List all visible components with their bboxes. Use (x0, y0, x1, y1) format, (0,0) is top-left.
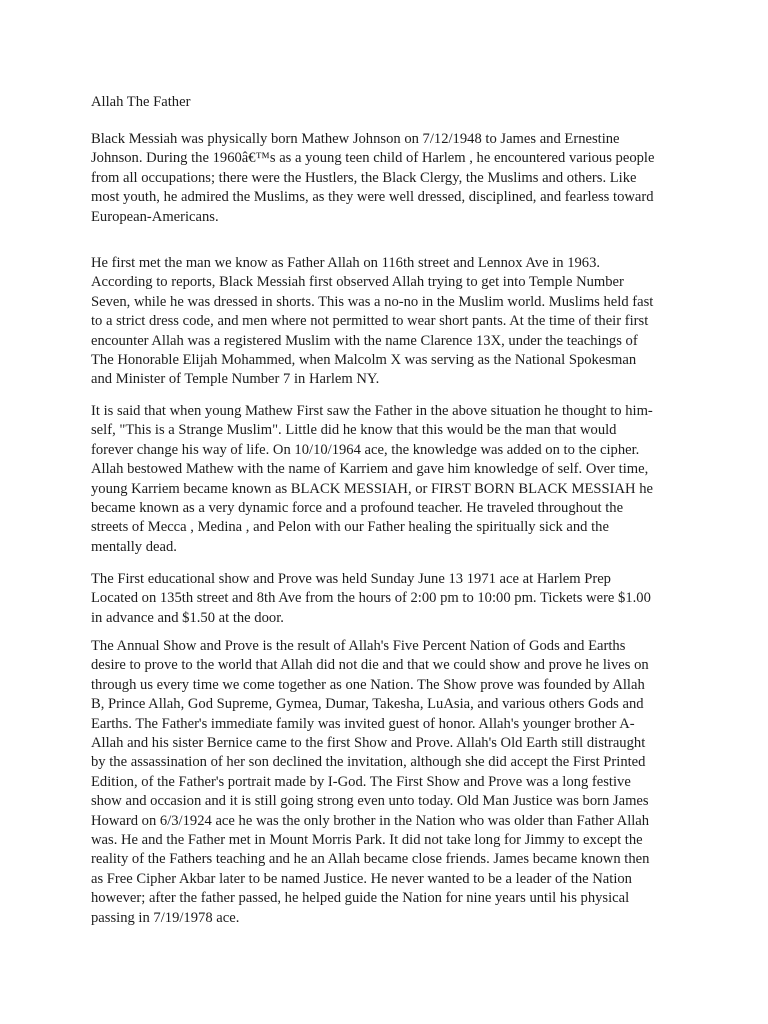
document-title (91, 93, 681, 112)
paragraph-line: however; after the father passed, he helped guide the Nation for nine years until his physical (91, 890, 630, 907)
paragraph-line: young Karriem became known as BLACK MESSIAH, or FIRST BORN BLACK MESSIAH he (91, 480, 653, 497)
paragraph-line: He first met the man we know as Father Allah on 116th street and Lennox Ave in 1963. (91, 255, 601, 271)
paragraph-line: Allah bestowed Mathew with the name of Karriem and gave him knowledge of self. Over time, (91, 461, 649, 478)
paragraph-2 (91, 254, 681, 390)
paragraph-line: through us every time we come together as one Nation. The Show prove was founded by Allah (91, 676, 645, 693)
paragraph-line: and Minister of Temple Number 7 in Harlem NY. (91, 371, 380, 388)
paragraph-line: The Annual Show and Prove is the result of Allah's Five Percent Nation of Gods and Earths (91, 638, 626, 654)
paragraph-line: became known as a very dynamic force and a profound teacher. He traveled throughout the (91, 500, 624, 517)
paragraph-line: most youth, he admired the Muslims, as they were well dressed, disciplined, and fearless toward (91, 189, 654, 206)
paragraph-line: streets of Mecca , Medina , and Pelon with our Father healing the spiritually sick and the (91, 519, 609, 536)
paragraph-4 (91, 570, 681, 628)
paragraph-5 (91, 637, 681, 928)
paragraph-line: by the assassination of her son declined the invitation, although she did accept the First Printed (91, 754, 646, 771)
paragraph-line: B, Prince Allah, God Supreme, Gymea, Dumar, Takesha, LuAsia, and various others Gods and (91, 696, 644, 713)
paragraph-line: The First educational show and Prove was held Sunday June 13 1971 ace at Harlem Prep (91, 571, 611, 587)
paragraph-line: Seven, while he was dressed in shorts. This was a no-no in the Muslim world. Muslims held fast (91, 293, 654, 310)
paragraph-line: mentally dead. (91, 538, 177, 555)
paragraph-line: desire to prove to the world that Allah did not die and that we could show and prove he lives on (91, 657, 649, 674)
paragraph-line: show and occasion and it is still going strong even unto today. Old Man Justice was born James (91, 793, 649, 810)
paragraph-line: Howard on 6/3/1924 ace he was the only brother in the Nation who was older than Father Allah (91, 812, 650, 829)
paragraph-line: encounter Allah was a registered Muslim with the name Clarence 13X, under the teachings of (91, 332, 638, 349)
paragraph-line: Black Messiah was physically born Mathew Johnson on 7/12/1948 to James and Ernestine (91, 131, 620, 147)
paragraph-line: reality of the Fathers teaching and he an Allah became close friends. James became known then (91, 851, 650, 868)
paragraph-3 (91, 402, 681, 557)
paragraph-line: Located on 135th street and 8th Ave from the hours of 2:00 pm to 10:00 pm. Tickets were $1.00 (91, 590, 651, 607)
paragraph-1 (91, 130, 681, 227)
title-text: Allah The Father (91, 94, 191, 110)
paragraph-line: from all occupations; there were the Hustlers, the Black Clergy, the Muslims and others. Like (91, 169, 637, 186)
paragraph-line: Allah and his sister Bernice came to the first Show and Prove. Allah's Old Earth still distraught (91, 735, 646, 752)
paragraph-line: According to reports, Black Messiah first observed Allah trying to get into Temple Number (91, 274, 624, 291)
paragraph-line: The Honorable Elijah Mohammed, when Malcolm X was serving as the National Spokesman (91, 352, 637, 369)
paragraph-line: Earths. The Father's immediate family was invited guest of honor. Allah's younger brother A- (91, 715, 635, 732)
paragraph-line: It is said that when young Mathew First saw the Father in the above situation he thought to him- (91, 403, 653, 419)
paragraph-line: in advance and $1.50 at the door. (91, 609, 284, 626)
paragraph-line: forever change his way of life. On 10/10/1964 ace, the knowledge was added on to the cipher. (91, 441, 640, 458)
paragraph-line: as Free Cipher Akbar later to be named Justice. He never wanted to be a leader of the Nation (91, 870, 632, 887)
paragraph-line: was. He and the Father met in Mount Morris Park. It did not take long for Jimmy to except the (91, 832, 643, 849)
paragraph-line: passing in 7/19/1978 ace. (91, 909, 240, 926)
paragraph-line: Johnson. During the 1960â€™s as a young teen child of Harlem , he encountered various people (91, 150, 655, 167)
paragraph-line: self, "This is a Strange Muslim". Little did he know that this would be the man that would (91, 422, 617, 439)
paragraph-line: to a strict dress code, and men where not permitted to wear short pants. At the time of their first (91, 313, 649, 330)
paragraph-line: Edition, of the Father's portrait made by I-God. The First Show and Prove was a long festive (91, 773, 631, 790)
paragraph-line: European-Americans. (91, 208, 219, 225)
